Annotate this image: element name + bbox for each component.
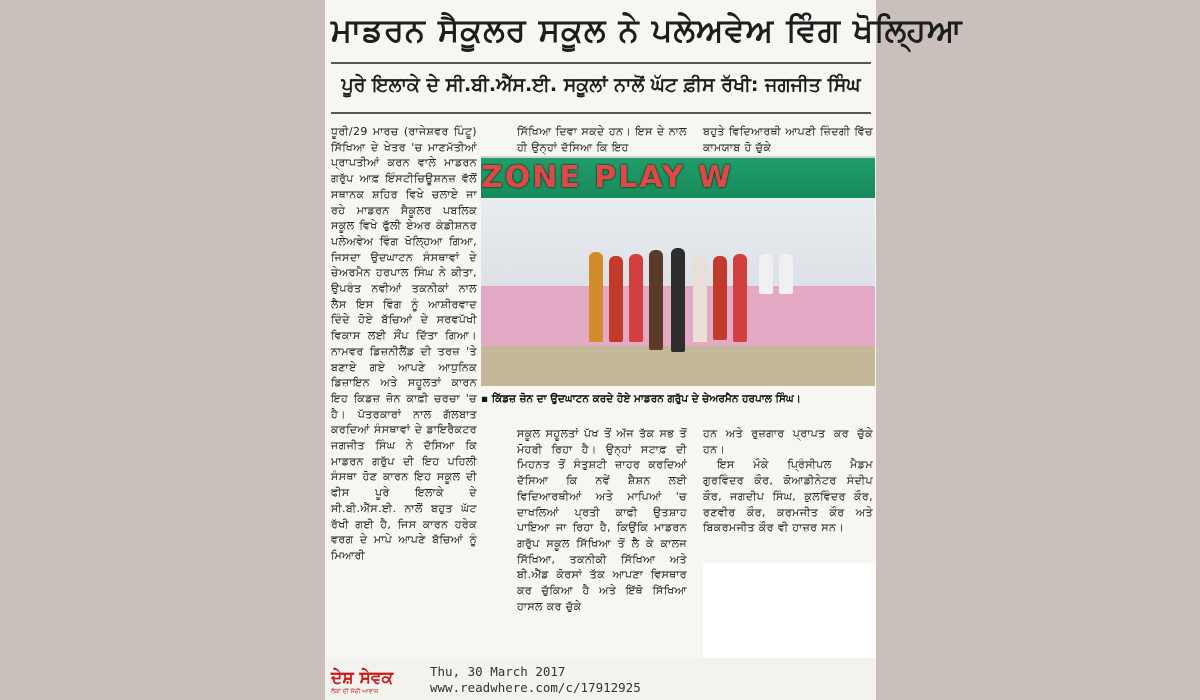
person-figure (629, 254, 643, 342)
person-figure (649, 250, 663, 350)
person-figure (779, 254, 793, 294)
article-text: ਇਸ ਮੌਕੇ ਪ੍ਰਿੰਸੀਪਲ ਮੈਡਮ ਗੁਰਵਿੰਦਰ ਕੌਰ, ਕੋਆਡੀਨੇਟਰ ਸੰਦੀਪ ਕੌਰ, ਜਗਦੀਪ ਸਿੰਘ, ਕੁਲਵਿੰਦਰ ਕੌਰ, ਰਣਵੀਰ ਕੌਰ, ਕਰਮਜੀਤ ਕੌਰ ਅਤੇ ਬਿਕਰਮਜੀਤ ਕੌਰ ਵੀ ਹਾਜ਼ਰ ਸਨ। (703, 458, 873, 535)
event-photo (481, 156, 875, 386)
article-text: ਬਹੁਤੇ ਵਿਦਿਆਰਥੀ ਆਪਣੀ ਜ਼ਿੰਦਗੀ ਵਿੱਚ ਕਾਮਯਾਬ ਹੋ ਚੁੱਕੇ (703, 125, 873, 154)
headline-rule (331, 62, 871, 64)
person-figure (759, 254, 773, 294)
source-url[interactable]: www.readwhere.com/c/17912925 (430, 680, 641, 695)
photo-caption: ▪ ਕਿੱਡਜ਼ ਜ਼ੋਨ ਦਾ ਉਦਘਾਟਨ ਕਰਦੇ ਹੋਏ ਮਾਡਰਨ ਗਰੁੱਪ ਦੇ ਚੇਅਰਮੈਨ ਹਰਪਾਲ ਸਿੰਘ। (481, 393, 801, 405)
person-figure (609, 256, 623, 342)
newspaper-logo: ਦੇਸ਼ ਸੇਵਕ ਲੋਕਾਂ ਦੀ ਸੱਚੀ ਆਵਾਜ਼ (331, 668, 394, 695)
person-figure (713, 256, 727, 340)
publication-date: Thu, 30 March 2017 (430, 664, 566, 679)
article-column-2-top (517, 124, 687, 156)
subheadline: ਪੂਰੇ ਇਲਾਕੇ ਦੇ ਸੀ.ਬੀ.ਐੱਸ.ਈ. ਸਕੂਲਾਂ ਨਾਲੋਂ ਘੱਟ ਫ਼ੀਸ ਰੱਖੀ: ਜਗਜੀਤ ਸਿੰਘ (341, 74, 861, 96)
person-figure (671, 248, 685, 352)
person-figure (733, 254, 747, 342)
article-text: ਧੂਰੀ/29 ਮਾਰਚ (ਰਾਜੇਸ਼ਵਰ ਪਿੰਟੂ) ਸਿੱਖਿਆ ਦੇ ਖੇਤਰ 'ਚ ਮਾਣਮੱਤੀਆਂ ਪ੍ਰਾਪਤੀਆਂ ਕਰਨ ਵਾਲੇ ਮਾਡਰਨ ਗਰੁੱਪ ਆਫ਼ ਇੰਸਟੀਚਿਊਸ਼ਨਜ਼ ਵੱਲੋਂ ਸਥਾਨਕ ਸ਼ਹਿਰ ਵਿਖੇ ਚਲਾਏ ਜਾ ਰਹੇ ਮਾਡਰਨ ਸੈਕੂਲਰ ਪਬਲਿਕ ਸਕੂਲ ਵਿਖੇ ਫੁੱਲੀ ਏਅਰ ਕੰਡੀਸ਼ਨਰ ਪਲੇਅਵੇਅ ਵਿੰਗ ਖੋਲ੍ਹਿਆ ਗਿਆ, ਜਿਸਦਾ ਉਦਘਾਟਨ ਸੰਸਥਾਵਾਂ ਦੇ ਚੇਅਰਮੈਨ ਹਰਪਾਲ ਸਿੰਘ ਨੇ ਕੀਤਾ, ਉਪਰੰਤ ਨਵੀਆਂ ਤਕਨੀਕਾਂ ਨਾਲ ਲੈਸ ਇਸ ਵਿੰਗ ਨੂੰ ਆਸ਼ੀਰਵਾਦ ਦਿੰਦੇ ਹੋਏ ਬੱਚਿਆਂ ਦੇ ਸਰਵਪੱਖੀ ਵਿਕਾਸ ਲਈ ਸੌਂਪ ਦਿੱਤਾ ਗਿਆ। ਨਾਮਵਰ ਡਿਜ਼ਨੀਲੈਂਡ ਦੀ ਤਰਜ਼ 'ਤੇ ਬਣਾਏ ਗਏ ਆਪਣੇ ਆਧੁਨਿਕ ਡਿਜ਼ਾਇਨ ਅਤੇ ਸਹੂਲਤਾਂ ਕਾਰਨ ਇਹ ਕਿਡਜ਼ ਜ਼ੋਨ ਕਾਫ਼ੀ ਚਰਚਾ 'ਚ ਹੈ। ਪੱਤਰਕਾਰਾਂ ਨਾਲ ਗੱਲਬਾਤ ਕਰਦਿਆਂ ਸੰਸਥਾਵਾਂ ਦੇ ਡਾਇਰੈਕਟਰ ਜਗਜੀਤ ਸਿੰਘ ਨੇ ਦੱਸਿਆ ਕਿ ਮਾਡਰਨ ਗਰੁੱਪ ਦੀ ਇਹ ਪਹਿਲੀ ਸੰਸਥਾ ਹੋਣ ਕਾਰਨ ਇਹ ਸਕੂਲ ਦੀ ਫੀਸ ਪੂਰੇ ਇਲਾਕੇ ਦੇ ਸੀ.ਬੀ.ਐੱਸ.ਈ. ਨਾਲੋਂ ਬਹੁਤ ਘੱਟ ਰੱਖੀ ਗਈ ਹੈ, ਜਿਸ ਕਾਰਨ ਹਰੇਕ ਵਰਗ ਦੇ ਮਾਪੇ ਆਪਣੇ ਬੱਚਿਆਂ ਨੂੰ ਮਿਆਰੀ (331, 125, 477, 562)
article-column-1 (331, 124, 477, 654)
newspaper-clipping (325, 0, 963, 700)
article-text: ਸਕੂਲ ਸਹੂਲਤਾਂ ਪੱਖ ਤੋਂ ਅੱਜ ਤੱਕ ਸਭ ਤੋਂ ਮੋਹਰੀ ਰਿਹਾ ਹੈ। ਉਨ੍ਹਾਂ ਸਟਾਫ਼ ਦੀ ਮਿਹਨਤ ਤੋਂ ਸੰਤੁਸ਼ਟੀ ਜ਼ਾਹਰ ਕਰਦਿਆਂ ਦੱਸਿਆ ਕਿ ਨਵੇਂ ਸ਼ੈਸ਼ਨ ਲਈ ਵਿਦਿਆਰਥੀਆਂ ਅਤੇ ਮਾਪਿਆਂ 'ਚ ਦਾਖਲਿਆਂ ਪ੍ਰਤੀ ਕਾਫੀ ਉਤਸ਼ਾਹ ਪਾਇਆ ਜਾ ਰਿਹਾ ਹੈ, ਕਿਉਂਕਿ ਮਾਡਰਨ ਗਰੁੱਪ ਸਕੂਲ ਸਿੱਖਿਆ ਤੋਂ ਲੈ ਕੇ ਕਾਲਜ ਸਿੱਖਿਆ, ਤਕਨੀਕੀ ਸਿੱਖਿਆ ਅਤੇ ਬੀ.ਐੱਡ ਕੋਰਸਾਂ ਤੱਕ ਆਪਣਾ ਵਿਸਥਾਰ ਕਰ ਚੁੱਕਿਆ ਹੈ ਅਤੇ ਇੱਥੋ ਸਿੱਖਿਆ ਹਾਸਲ ਕਰ ਚੁੱਕੇ (517, 427, 687, 613)
article-text: ਹਨ ਅਤੇ ਰੁਜ਼ਗਾਰ ਪ੍ਰਾਪਤ ਕਰ ਚੁੱਕੇ ਹਨ। (703, 427, 873, 456)
article-column-3-bottom (703, 426, 873, 562)
headline: ਮਾਡਰਨ ਸੈਕੂਲਰ ਸਕੂਲ ਨੇ ਪਲੇਅਵੇਅ ਵਿੰਗ ਖੋਲ੍ਹਿਆ (331, 11, 963, 49)
kids-zone-sign: ZONE PLAY W (481, 158, 875, 198)
person-figure (693, 256, 707, 342)
article-column-2-bottom (517, 426, 687, 652)
person-figure (589, 252, 603, 342)
subheadline-rule (331, 112, 871, 114)
article-text: ਸਿੱਖਿਆ ਦਿਵਾ ਸਕਦੇ ਹਨ। ਇਸ ਦੇ ਨਾਲ ਹੀ ਉਨ੍ਹਾਂ ਦੱਸਿਆ ਕਿ ਇਹ (517, 125, 687, 154)
photo-floor (481, 346, 875, 386)
article-column-3-top (703, 124, 873, 156)
